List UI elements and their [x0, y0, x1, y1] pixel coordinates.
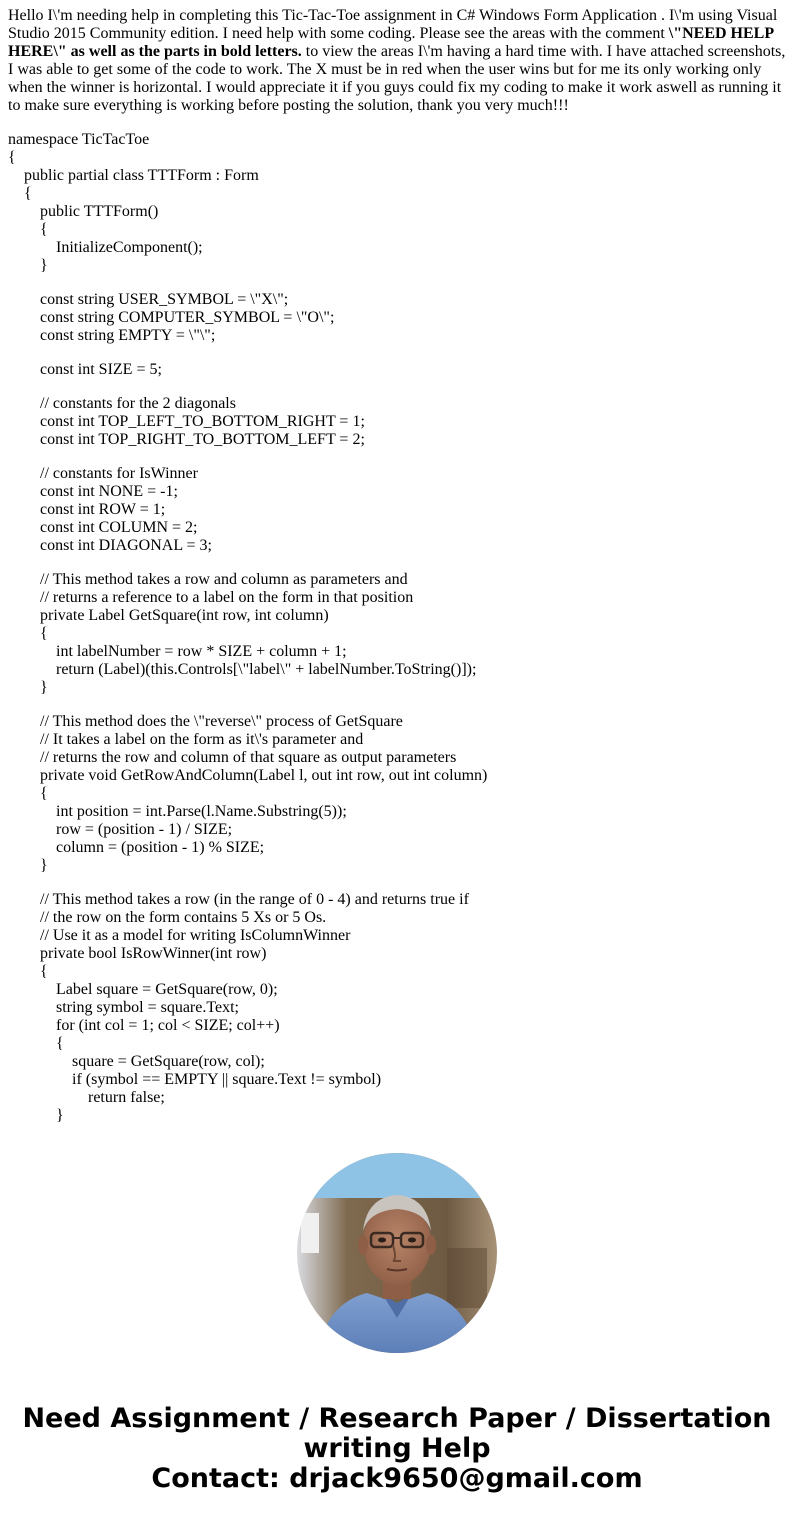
question-text-bold: \"NEED HELP HERE\" as well as the parts in bold letters.	[8, 25, 774, 60]
code-line: // returns the row and column of that square as output parameters	[40, 749, 457, 766]
code-line: column = (position - 1) % SIZE;	[56, 839, 265, 856]
code-line: {	[8, 149, 16, 166]
code-line: square = GetSquare(row, col);	[72, 1053, 265, 1070]
code-line: if (symbol == EMPTY || square.Text != symbol)	[72, 1071, 382, 1088]
code-line: // the row on the form contains 5 Xs or 5 Os.	[40, 909, 327, 926]
code-line: return false;	[88, 1089, 165, 1106]
code-line: private bool IsRowWinner(int row)	[40, 945, 267, 962]
code-line: }	[40, 857, 48, 874]
code-line: {	[40, 963, 48, 980]
code-line: const int DIAGONAL = 3;	[40, 537, 212, 554]
code-line: }	[40, 257, 48, 274]
code-line: const int NONE = -1;	[40, 483, 178, 500]
expert-avatar	[297, 1153, 497, 1353]
code-line: const int SIZE = 5;	[40, 361, 162, 378]
code-line: Label square = GetSquare(row, 0);	[56, 981, 278, 998]
code-line: public TTTForm()	[40, 203, 159, 220]
code-line: private void GetRowAndColumn(Label l, out int row, out int column)	[40, 767, 488, 784]
code-line: }	[40, 679, 48, 696]
code-line: // constants for the 2 diagonals	[40, 395, 236, 412]
code-line: return (Label)(this.Controls[\"label\" + labelNumber.ToString()]);	[56, 661, 477, 678]
code-blank-line	[8, 275, 788, 291]
code-line: public partial class TTTForm : Form	[24, 167, 259, 184]
code-line: {	[24, 185, 32, 202]
code-line: }	[56, 1107, 64, 1122]
code-line: // Use it as a model for writing IsColumnWinner	[40, 927, 351, 944]
code-blank-line	[8, 875, 788, 891]
contact-advertisement	[0, 1404, 794, 1494]
code-line: const string COMPUTER_SYMBOL = \"O\";	[40, 309, 335, 326]
code-line: for (int col = 1; col < SIZE; col++)	[56, 1017, 280, 1034]
code-blank-line	[8, 555, 788, 571]
code-line: // This method does the \"reverse\" process of GetSquare	[40, 713, 403, 730]
code-line: // It takes a label on the form as it\'s parameter and	[40, 731, 364, 748]
code-line: row = (position - 1) / SIZE;	[56, 821, 233, 838]
code-line: const int ROW = 1;	[40, 501, 166, 518]
code-line: private Label GetSquare(int row, int column)	[40, 607, 329, 624]
code-line: {	[40, 625, 48, 642]
code-line: const int TOP_LEFT_TO_BOTTOM_RIGHT = 1;	[40, 413, 365, 430]
code-blank-line	[8, 345, 788, 361]
code-line: int position = int.Parse(l.Name.Substring(5));	[56, 803, 347, 820]
question-text	[8, 7, 790, 115]
code-line: {	[56, 1035, 64, 1052]
expert-photo-illustration	[297, 1153, 497, 1353]
code-line: // This method takes a row (in the range of 0 - 4) and returns true if	[40, 891, 469, 908]
code-line: namespace TicTacToe	[8, 131, 150, 148]
code-line: // constants for IsWinner	[40, 465, 198, 482]
code-line: {	[40, 221, 48, 238]
code-line: const int COLUMN = 2;	[40, 519, 198, 536]
advert-headline: Need Assignment / Research Paper / Dissertation writing Help	[22, 1403, 772, 1464]
code-blank-line	[8, 697, 788, 713]
advert-contact: Contact: drjack9650@gmail.com	[151, 1463, 643, 1494]
code-blank-line	[8, 449, 788, 465]
code-line: string symbol = square.Text;	[56, 999, 239, 1016]
question-text-part-1: Hello I\'m needing help in completing this Tic-Tac-Toe assignment in C# Windows Form Application . I\'m using Visual Studio 2015 Community edition. I need help with some coding. Please see the areas with the comment	[8, 7, 778, 42]
code-line: int labelNumber = row * SIZE + column + 1;	[56, 643, 347, 660]
code-line: // returns a reference to a label on the form in that position	[40, 589, 414, 606]
code-blank-line	[8, 379, 788, 395]
code-line: const int TOP_RIGHT_TO_BOTTOM_LEFT = 2;	[40, 431, 365, 448]
question-text-part-2: to view the areas I\'m having a hard time with. I have attached screenshots, I was able to get some of the code to work. The X must be in red when the user wins but for me its only working only when the winner is horizontal. I would appreciate it if you guys could fix my coding to make it work aswell as running it to make sure everything is working before posting the solution, thank you very much!!!	[8, 43, 786, 114]
code-line: const string USER_SYMBOL = \"X\";	[40, 291, 289, 308]
code-line: // This method takes a row and column as parameters and	[40, 571, 408, 588]
code-block	[8, 131, 788, 1122]
code-line: const string EMPTY = \"\";	[40, 327, 216, 344]
code-line: InitializeComponent();	[56, 239, 203, 256]
code-line: {	[40, 785, 48, 802]
